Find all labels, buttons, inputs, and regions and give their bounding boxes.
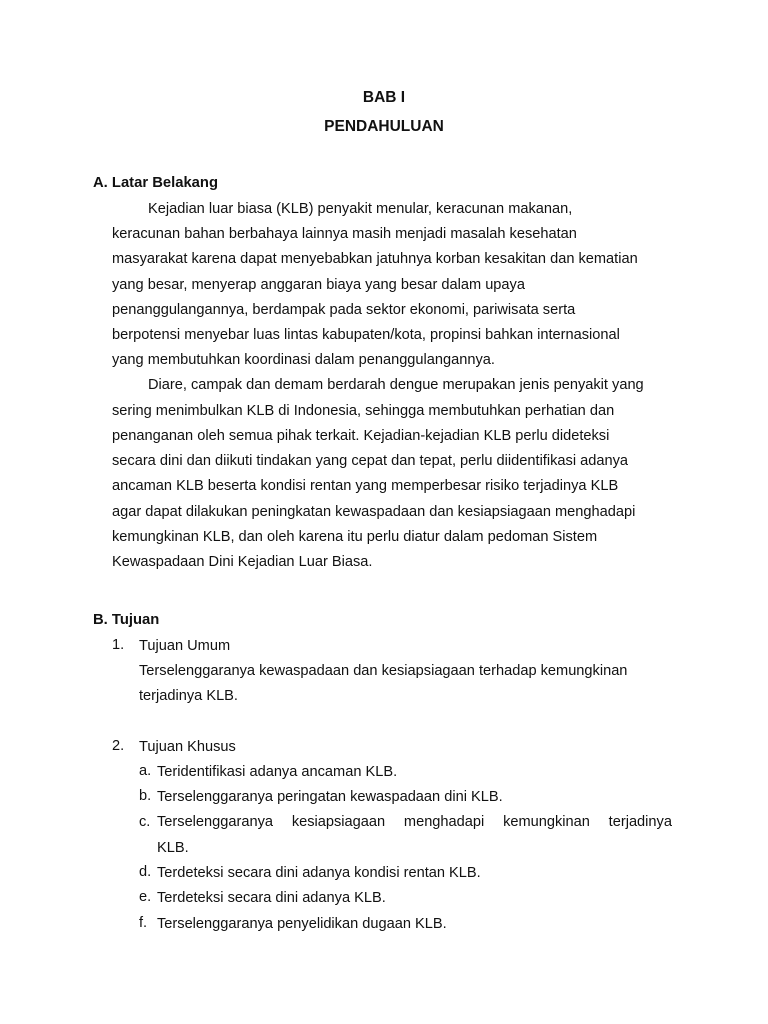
subitem-text: Terselenggaranya penyelidikan dugaan KLB. [157, 916, 447, 932]
item-text-line: terjadinya KLB. [139, 688, 238, 704]
subitem-marker: b. [139, 788, 152, 804]
paragraph-line: kemungkinan KLB, dan oleh karena itu perlu diatur dalam pedoman Sistem [112, 529, 598, 545]
paragraph-line: Kewaspadaan Dini Kejadian Luar Biasa. [112, 554, 373, 570]
subitem-text: Terselenggaranya peringatan kewaspadaan dini KLB. [157, 789, 503, 805]
paragraph-line: penanggulangannya, berdampak pada sektor ekonomi, pariwisata serta [112, 302, 576, 318]
paragraph-line: penanganan oleh semua pihak terkait. Kejadian-kejadian KLB perlu dideteksi [112, 428, 610, 444]
paragraph-line: Diare, campak dan demam berdarah dengue merupakan jenis penyakit yang [148, 377, 644, 393]
word: menghadapi [403, 814, 485, 830]
paragraph-line: keracunan bahan berbahaya lainnya masih menjadi masalah kesehatan [112, 226, 577, 242]
subitem-text-justified [157, 814, 672, 830]
word: terjadinya [608, 814, 672, 830]
subitem-marker: c. [139, 814, 151, 830]
subitem-marker: f. [139, 915, 148, 931]
paragraph-line: yang besar, menyerap anggaran biaya yang besar dalam upaya [112, 277, 525, 293]
section-b-heading: B. Tujuan [93, 612, 160, 628]
paragraph-line: agar dapat dilakukan peningkatan kewaspadaan dan kesiapsiagaan menghadapi [112, 504, 636, 520]
section-a-heading: A. Latar Belakang [93, 175, 218, 191]
paragraph-line: Kejadian luar biasa (KLB) penyakit menular, keracunan makanan, [148, 201, 573, 217]
subitem-text: Terdeteksi secara dini adanya kondisi rentan KLB. [157, 865, 481, 881]
list-number: 2. [112, 738, 125, 754]
word: kemungkinan [503, 814, 590, 830]
subitem-marker: a. [139, 763, 152, 779]
subitem-marker: d. [139, 864, 152, 880]
item-text-line: Terselenggaranya kewaspadaan dan kesiapsiagaan terhadap kemungkinan [139, 663, 628, 679]
item-label: Tujuan Khusus [139, 739, 236, 755]
word: kesiapsiagaan [291, 814, 386, 830]
paragraph-line: masyarakat karena dapat menyebabkan jatuhnya korban kesakitan dan kematian [112, 251, 638, 267]
subitem-text: Terdeteksi secara dini adanya KLB. [157, 890, 386, 906]
subitem-text: Teridentifikasi adanya ancaman KLB. [157, 764, 398, 780]
paragraph-line: berpotensi menyebar luas lintas kabupaten/kota, propinsi bahkan internasional [112, 327, 620, 343]
chapter-number: BAB I [362, 89, 406, 106]
word: Terselenggaranya [157, 814, 274, 830]
chapter-title: PENDAHULUAN [324, 118, 444, 135]
paragraph-line: yang membutuhkan koordinasi dalam penanggulangannya. [112, 352, 495, 368]
item-label: Tujuan Umum [139, 638, 231, 654]
subitem-marker: e. [139, 889, 152, 905]
paragraph-line: sering menimbulkan KLB di Indonesia, sehingga membutuhkan perhatian dan [112, 403, 615, 419]
paragraph-line: secara dini dan diikuti tindakan yang cepat dan tepat, perlu diidentifikasi adanya [112, 453, 628, 469]
paragraph-line: ancaman KLB beserta kondisi rentan yang memperbesar risiko terjadinya KLB [112, 478, 619, 494]
list-number: 1. [112, 637, 125, 653]
subitem-continuation: KLB. [157, 840, 189, 856]
